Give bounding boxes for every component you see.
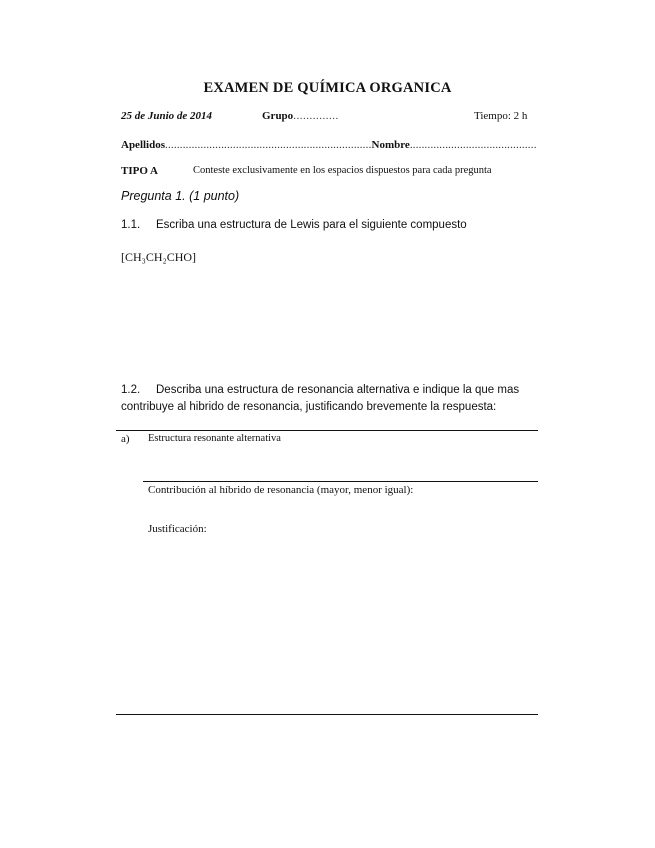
answer-box-top-line <box>116 430 538 431</box>
contribution-label: Contribución al híbrido de resonancia (mayor, menor igual): <box>148 484 414 496</box>
answer-a-text: Estructura resonante alternativa <box>148 433 281 444</box>
grupo-label: Grupo <box>262 110 294 122</box>
apellidos-label: Apellidos <box>121 139 166 151</box>
question-1-1-text: Escriba una estructura de Lewis para el siguiente compuesto <box>156 219 467 231</box>
question-1-2-text-line1: Describa una estructura de resonancia alternativa e indique la que mas <box>156 384 520 396</box>
exam-date: 25 de Junio de 2014 <box>121 110 213 122</box>
question-1-2-text-line2: contribuye al hibrido de resonancia, justificando brevemente la respuesta: <box>121 401 497 413</box>
question-1-1 <box>121 219 467 231</box>
nombre-label: Nombre <box>371 139 410 151</box>
answer-divider-line <box>143 481 538 482</box>
justification-label: Justificación: <box>148 523 207 535</box>
question-1-2 <box>121 384 519 396</box>
grupo-blank: .............. <box>293 110 339 122</box>
exam-title: EXAMEN DE QUÍMICA ORGANICA <box>203 80 452 96</box>
exam-instructions: Conteste exclusivamente en los espacios dispuestos para cada pregunta <box>193 165 492 176</box>
apellidos-blank: ...................................................................... <box>165 139 372 151</box>
question-1-2-number: 1.2. <box>121 384 141 396</box>
question-heading: Pregunta 1. (1 punto) <box>121 189 240 203</box>
answer-box-bottom-line <box>116 714 538 715</box>
exam-time: Tiempo: 2 h <box>474 110 528 122</box>
student-name-row <box>121 139 537 151</box>
nombre-blank: ........................................... <box>409 139 537 151</box>
exam-type: TIPO A <box>121 165 158 177</box>
grupo-field <box>262 110 339 122</box>
question-1-1-number: 1.1. <box>121 219 141 231</box>
answer-a-label: a) <box>121 433 130 445</box>
compound-formula: [CH₃CH₂CHO] <box>121 250 197 264</box>
